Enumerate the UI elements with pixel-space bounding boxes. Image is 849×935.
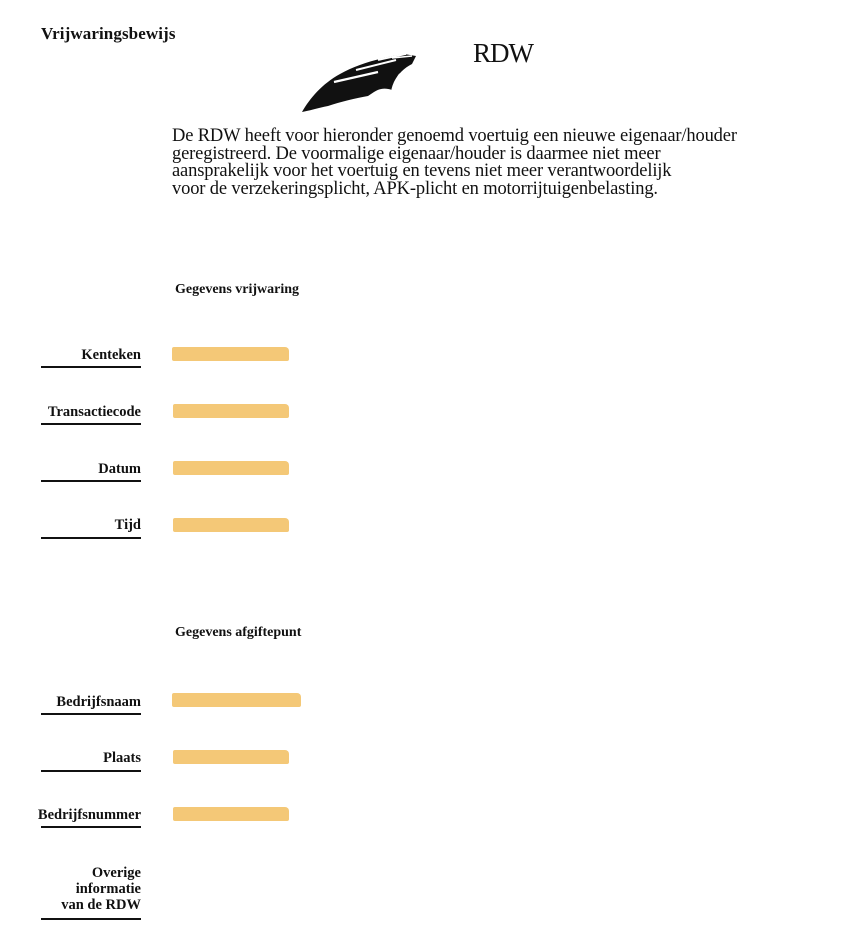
- label-underline: [41, 537, 141, 539]
- field-label: Tijd: [114, 517, 141, 533]
- rdw-feather-logo-icon: [300, 46, 420, 114]
- section-title-vrijwaring: Gegevens vrijwaring: [175, 282, 300, 297]
- label-line: informatie: [75, 881, 141, 897]
- field-label: Datum: [98, 461, 141, 477]
- field-label: Transactiecode: [47, 404, 141, 420]
- label-underline: [41, 713, 141, 715]
- redacted-value: [173, 750, 289, 764]
- field-label-multiline: [10, 865, 141, 913]
- redacted-value: [173, 518, 289, 532]
- label-underline: [41, 480, 141, 482]
- intro-paragraph: [172, 128, 822, 198]
- label-underline: [41, 366, 141, 368]
- label-underline: [41, 423, 141, 425]
- intro-line: voor de verzekeringsplicht, APK-plicht en motorrijtuigenbelasting.: [172, 178, 658, 199]
- document-title: Vrijwaringsbewijs: [41, 24, 176, 43]
- redacted-value: [172, 347, 289, 361]
- intro-line: aansprakelijk voor het voertuig en tevens niet meer verantwoordelijk: [172, 161, 672, 181]
- redacted-value: [172, 693, 301, 707]
- label-underline: [41, 918, 141, 920]
- field-label: Plaats: [103, 750, 141, 766]
- field-label: Bedrijfsnummer: [37, 807, 141, 823]
- redacted-value: [173, 807, 289, 821]
- redacted-value: [173, 461, 289, 475]
- section-title-afgiftepunt: Gegevens afgiftepunt: [175, 625, 302, 640]
- field-label: Bedrijfsnaam: [56, 694, 141, 710]
- field-label: Kenteken: [81, 347, 141, 363]
- intro-line: geregistreerd. De voormalige eigenaar/houder is daarmee niet meer: [172, 143, 661, 164]
- label-underline: [41, 770, 141, 772]
- label-line: Overige: [91, 865, 141, 881]
- redacted-value: [173, 404, 289, 418]
- rdw-wordmark: RDW: [473, 38, 533, 68]
- label-line: van de RDW: [61, 897, 141, 913]
- intro-line: De RDW heeft voor hieronder genoemd voertuig een nieuwe eigenaar/houder: [172, 126, 737, 146]
- label-underline: [41, 826, 141, 828]
